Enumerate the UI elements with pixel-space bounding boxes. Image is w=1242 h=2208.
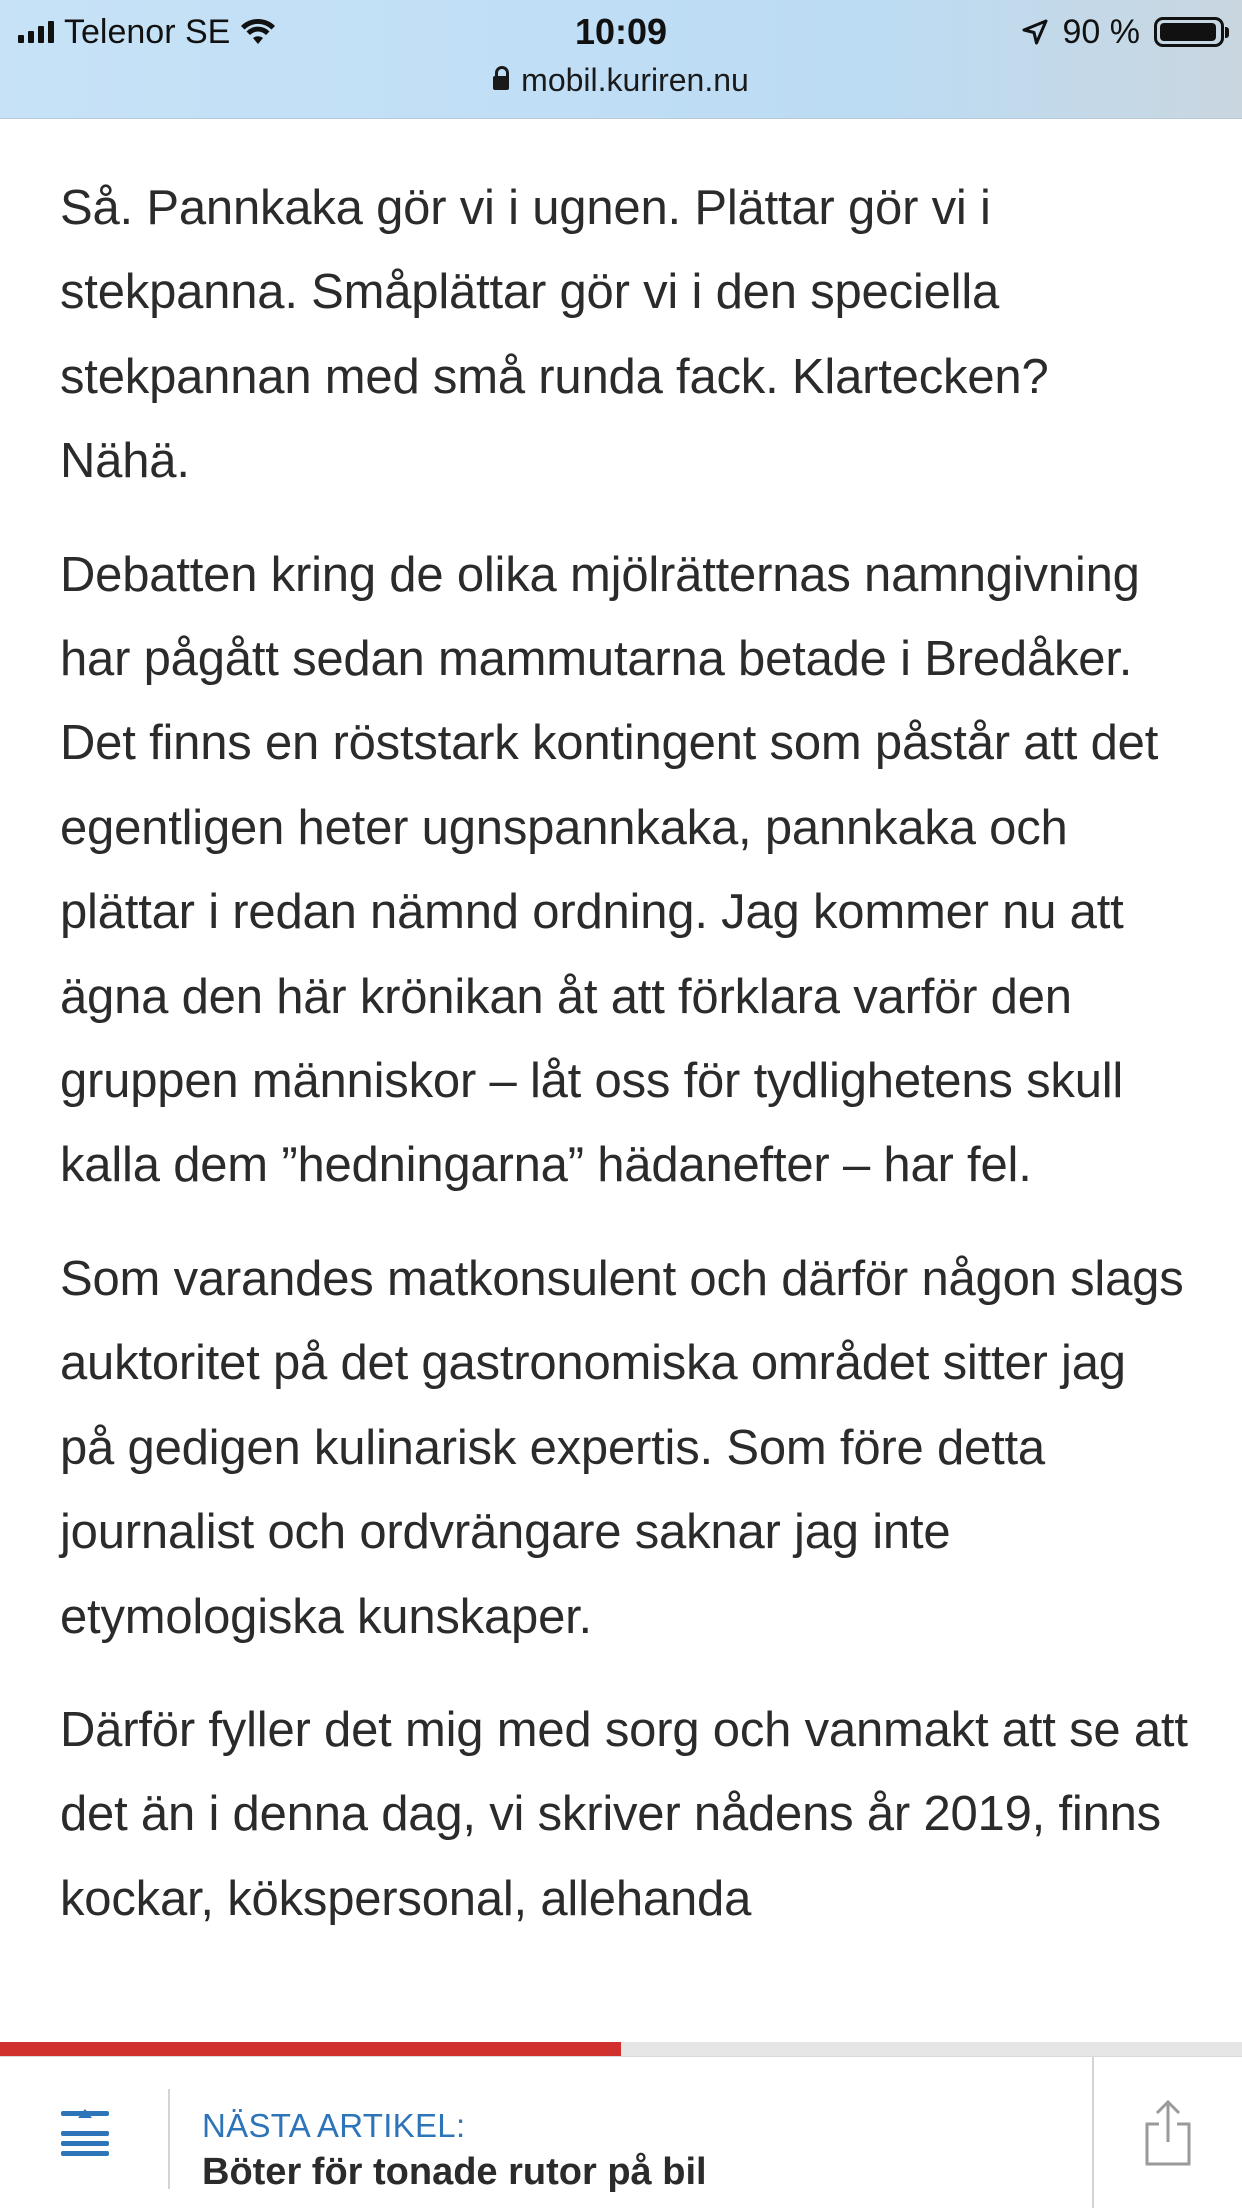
status-right-group	[1021, 10, 1225, 54]
menu-button[interactable]	[0, 2057, 170, 2208]
next-article-title: Böter för tonade rutor på bil	[202, 2151, 707, 2193]
article-paragraph: Så. Pannkaka gör vi i ugnen. Plättar gör vi i stekpanna. Småplättar gör vi i den speciella stekpannan med små runda fack. Klartecken? Nähä.	[60, 181, 1049, 489]
lock-icon	[493, 76, 509, 90]
location-arrow-icon	[1021, 18, 1049, 46]
battery-percent: 90 %	[1062, 12, 1140, 51]
next-article-bar	[0, 2056, 1242, 2208]
menu-icon	[61, 2111, 109, 2155]
article-paragraph: Därför fyller det mig med sorg och vanmakt att se att det än i denna dag, vi skriver nådens år 2019, finns kockar, kökspersonal, allehanda	[60, 1702, 1188, 1926]
next-article-link[interactable]	[202, 2057, 1082, 2208]
next-article-label: NÄSTA ARTIKEL:	[202, 2107, 466, 2144]
reading-progress-bar	[0, 2042, 1242, 2056]
article-paragraph: Debatten kring de olika mjölrätternas namngivning har pågått sedan mammutarna betade i Bredåker. Det finns en röststark kontingent som påstår att det egentligen heter ugnspannkaka, pannkaka och plättar i redan nämnd ordning. Jag kommer nu att ägna den här krönikan åt att förklara varför den gruppen människor – låt oss för tydlighetens skull kalla dem ”hedningarna” hädanefter – har fel.	[60, 547, 1159, 1193]
article-body	[60, 166, 1190, 1970]
article-paragraph: Som varandes matkonsulent och därför någon slags auktoritet på det gastronomiska området sitter jag på gedigen kulinarisk expertis. Som före detta journalist och ordvrängare saknar jag inte etymologiska kunskaper.	[60, 1251, 1184, 1644]
battery-icon	[1154, 17, 1224, 47]
divider	[168, 2089, 170, 2189]
status-and-url-bar	[0, 0, 1242, 119]
share-icon	[1143, 2098, 1193, 2168]
url-text: mobil.kuriren.nu	[521, 61, 749, 98]
share-button[interactable]	[1094, 2057, 1242, 2208]
url-bar[interactable]	[0, 58, 1242, 102]
carrier-name: Telenor SE	[64, 12, 231, 51]
reading-progress-fill	[0, 2042, 621, 2056]
clock: 10:09	[574, 11, 668, 52]
